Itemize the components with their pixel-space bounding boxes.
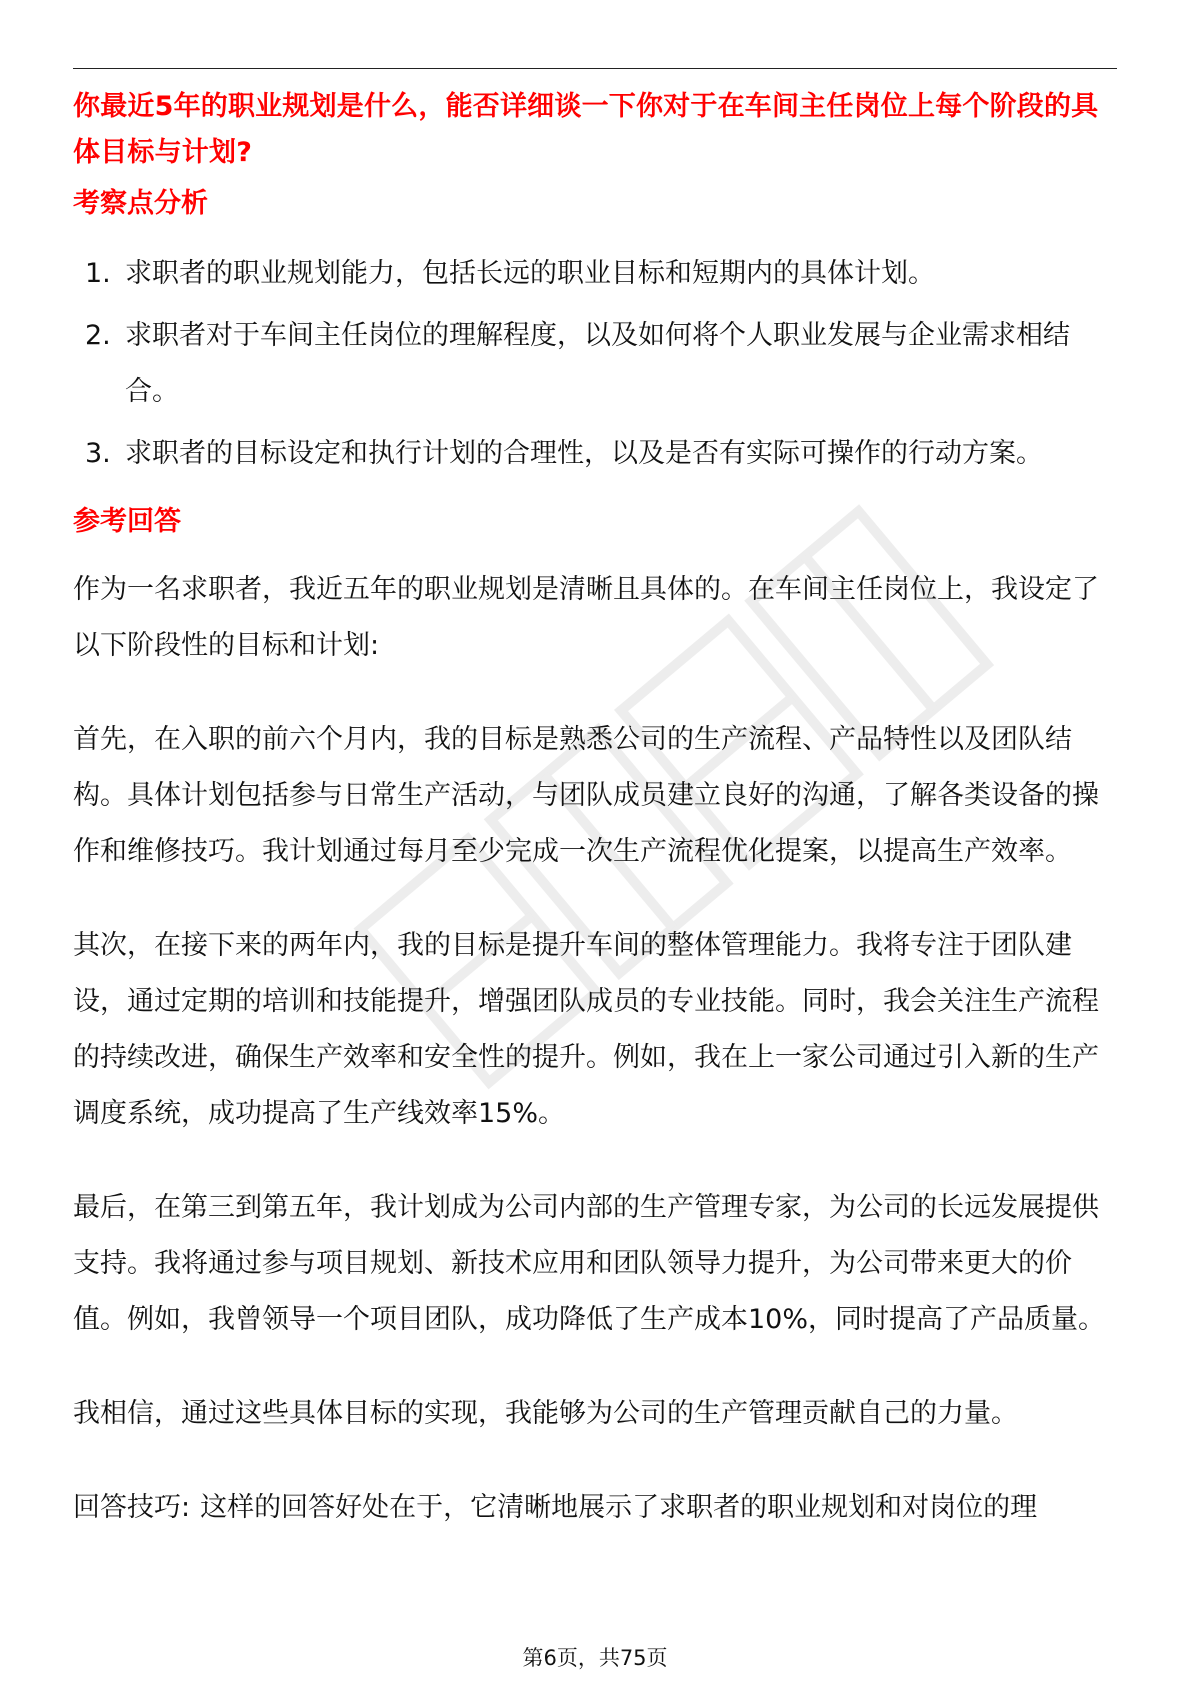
answer-paragraph: 作为一名求职者，我近五年的职业规划是清晰且具体的。在车间主任岗位上，我设定了以下阶段性的目标和计划: [73,574,1099,661]
answer-paragraph: 首先，在入职的前六个月内，我的目标是熟悉公司的生产流程、产品特性以及团队结构。具体计划包括参与日常生产活动，与团队成员建立良好的沟通，了解各类设备的操作和维修技巧。我计划通过每月至少完成一次生产流程优化提案，以提高生产效率。 [73,724,1099,867]
answer-paragraph: 其次，在接下来的两年内，我的目标是提升车间的整体管理能力。我将专注于团队建设，通过定期的培训和技能提升，增强团队成员的专业技能。同时，我会关注生产流程的持续改进，确保生产效率和安全性的提升。例如，我在上一家公司通过引入新的生产调度系统，成功提高了生产线效率15%。 [73,930,1099,1129]
answer-heading: 参考回答 [73,506,181,537]
page-footer: 第6页，共75页 [522,1646,668,1670]
point-text: 求职者的目标设定和执行计划的合理性，以及是否有实际可操作的行动方案。 [125,438,1043,469]
point-number: 1. [85,258,111,289]
analysis-points [73,246,1117,482]
answer-tip [73,1480,1117,1536]
analysis-point [73,246,1117,302]
question-title: 你最近5年的职业规划是什么，能否详细谈一下你对于在车间主任岗位上每个阶段的具体目标与计划? [73,91,1099,168]
top-rule [73,68,1117,69]
point-number: 3. [85,438,111,469]
document-content [73,84,1117,1536]
analysis-heading: 考察点分析 [73,188,208,219]
answer-paragraph: 我相信，通过这些具体目标的实现，我能够为公司的生产管理贡献自己的力量。 [73,1398,1018,1429]
answer-paragraph: 最后，在第三到第五年，我计划成为公司内部的生产管理专家，为公司的长远发展提供支持。我将通过参与项目规划、新技术应用和团队领导力提升，为公司带来更大的价值。例如，我曾领导一个项目团队，成功降低了生产成本10%，同时提高了产品质量。 [73,1192,1106,1335]
analysis-point [73,426,1117,482]
point-number: 2. [85,320,111,351]
analysis-point [73,308,1117,420]
tip-label: 回答技巧: [73,1492,191,1523]
tip-text: 这样的回答好处在于，它清晰地展示了求职者的职业规划和对岗位的理 [200,1492,1038,1523]
point-text: 求职者对于车间主任岗位的理解程度，以及如何将个人职业发展与企业需求相结合。 [125,320,1070,407]
point-text: 求职者的职业规划能力，包括长远的职业目标和短期内的具体计划。 [125,258,935,289]
